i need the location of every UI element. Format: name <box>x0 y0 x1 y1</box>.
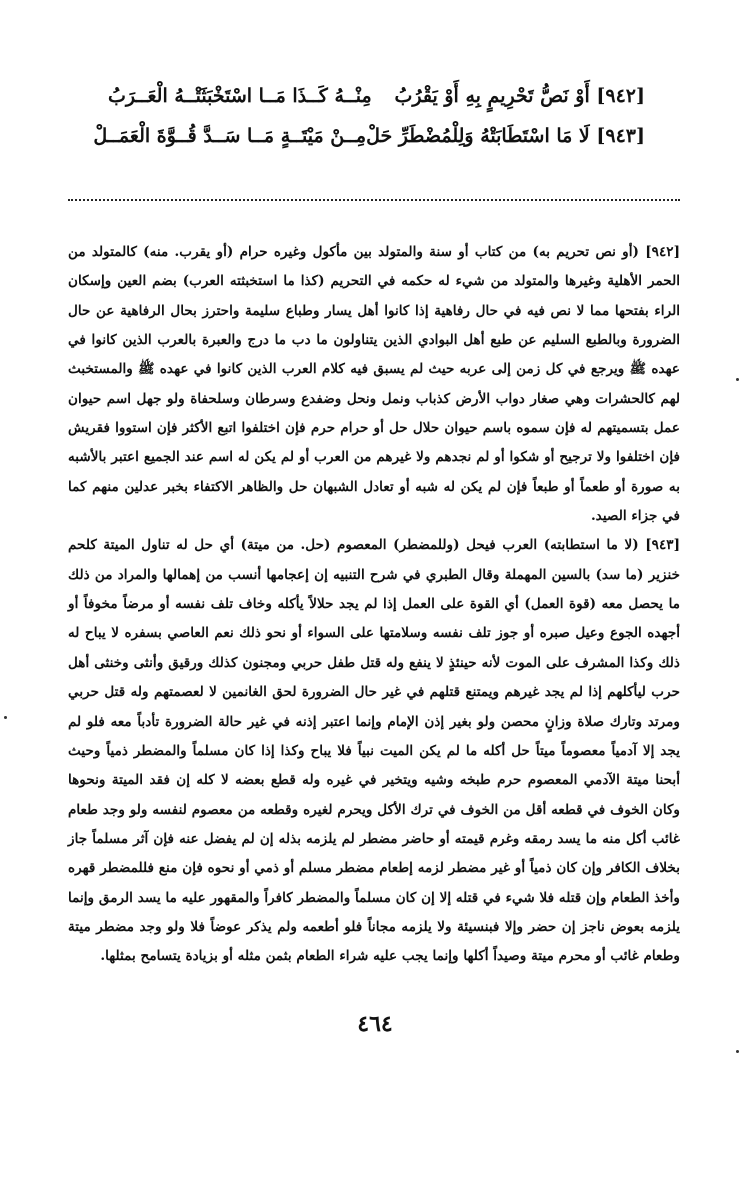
verse-first-hemistich: [٩٤٣] لَا مَا اسْتَطَابَتْهُ وَلِلْمُضْطَرِّ حَلْ <box>366 125 645 147</box>
dotted-divider <box>68 199 680 201</box>
verse-line-942 <box>108 76 645 116</box>
margin-mark <box>4 716 7 719</box>
commentary-paragraph-942: [٩٤٢] (أو نص تحريم به) من كتاب أو سنة والمتولد بين مأكول وغيره حرام (أو يقرب. منه) كالمتولد من الحمر الأهلية وغيرها والمتولد من شيء له حكمه في التحريم (كذا ما استخبثته العرب) بضم العين وإسكان الراء بفتحها مما لا نص فيه في حال رفاهية إذا كانوا أهل يسار وطباع سليمة واحترز بحال الرفاهية عن حال الضرورة وبالطبع السليم عن طبع أهل البوادي الذين يتناولون ما دب ما درج والعبرة بالعرب الذين كانوا في عهده ﷺ ويرجع في كل زمن إلى عربه حيث لم يسبق فيه كلام العرب الذين كانوا في عهده ﷺ والمستخبث لهم كالحشرات وهي صغار دواب الأرض كذباب ونمل ونحل وضفدع وسرطان وسلحفاة ولو جهل اسم حيوان عمل بتسميتهم له فإن سموه باسم حيوان حلال حل أو حرام حرم فإن اختلفوا اتبع الأكثر فإن استووا فقريش فإن اختلفوا ولا ترجيح أو شكوا أو لم نجدهم ولا غيرهم من العرب أو لم يكن له اسم عند الجميع اعتبر بالأشبه به صورة أو طعماً أو طبعاً فإن لم يكن له شبه أو تعادل الشبهان حل والظاهر الاكتفاء بخبر عدلين منهم كما في جزاء الصيد. <box>68 244 680 525</box>
verse-block <box>93 76 645 156</box>
verse-first-hemistich: [٩٤٢] أَوْ نَصُّ تَحْرِيمٍ بِهِ أَوْ يَقْرُبُ <box>394 85 645 107</box>
verse-line-943 <box>93 116 645 156</box>
commentary-paragraph-943: [٩٤٣] (لا ما استطابته) العرب فيحل (وللمضطر) المعصوم (حل. من ميتة) أي حل له تناول الميتة كلحم خنزير (ما سد) بالسين المهملة وقال الطبري في شرح التنبيه إن إعجامها أنسب من إهمالها والمراد من ذلك ما يحصل معه (قوة العمل) أي القوة على العمل إذا لم يجد حلالاً يأكله وخاف تلف نفسه أو مرضاً مخوفاً أو أجهده الجوع وعيل صبره أو جوز تلف نفسه وسلامتها على السواء أو نحو ذلك نعم العاصي بسفره لا يباح له ذلك وكذا المشرف على الموت لأنه حينئذٍ لا ينفع وله قتل طفل حربي ومجنون كذلك ورقيق وأنثى وخنثى أهل حرب ليأكلهم إذا لم يجد غيرهم ويمتنع قتلهم في غير حال الضرورة لحق الغانمين لا لعصمتهم وله قتل حربي ومرتد وتارك صلاة وزانٍ محصن ولو بغير إذن الإمام وإنما اعتبر إذنه في غير حالة الضرورة تأدباً معه فلو لم يجد إلا آدمياً معصوماً ميتاً حل أكله ما لم يكن الميت نبياً فلا يباح وكذا إذا كان مسلماً والمضطر ذمياً وحيث أبحنا ميتة الآدمي المعصوم حرم طبخه وشيه ويتخير في غيره وله قطع بعضه لا كله إن فقد الميتة ونحوها وكان الخوف في قطعه أقل من الخوف في ترك الأكل ويحرم لغيره وقطعه من معصوم لنفسه ولو وجد طعام غائب أكل منه ما يسد رمقه وغرم قيمته أو حاضر مضطر لم يلزمه بذله إن لم يفضل عنه فإن آثر مسلماً جاز بخلاف الكافر وإن كان ذمياً أو غير مضطر لزمه إطعام مضطر مسلم أو ذمي أو نحوه فإن منع فللمضطر قهره وأخذ الطعام وإن قتله فلا شيء في قتله إلا إن كان مسلماً والمضطر كافراً والمقهور عليه ما يسد الرمق وإنما يلزمه بعوض ناجز إن حضر وإلا فبنسيئة ولا يلزمه مجاناً فلو أطعمه ولم يذكر عوضاً فلا ولو وجد مضطر ميتة وطعام غائب أو محرم ميتة وصيداً أكلها وإنما يجب عليه شراء الطعام بثمن مثله أو بزيادة يتسامح بمثلها. <box>68 537 680 965</box>
verse-second-hemistich: مِــنْ مَيْتَــةٍ مَــا سَــدَّ قُــوَّةَ الْعَمَــلْ <box>93 125 367 147</box>
margin-mark <box>736 378 739 381</box>
margin-mark <box>736 1050 739 1053</box>
verse-second-hemistich: مِنْــهُ كَــذَا مَــا اسْتَخْبَثَتْــهُ الْعَــرَبُ <box>108 85 372 107</box>
page-number: ٤٦٤ <box>357 1011 393 1037</box>
commentary-text <box>68 238 680 972</box>
